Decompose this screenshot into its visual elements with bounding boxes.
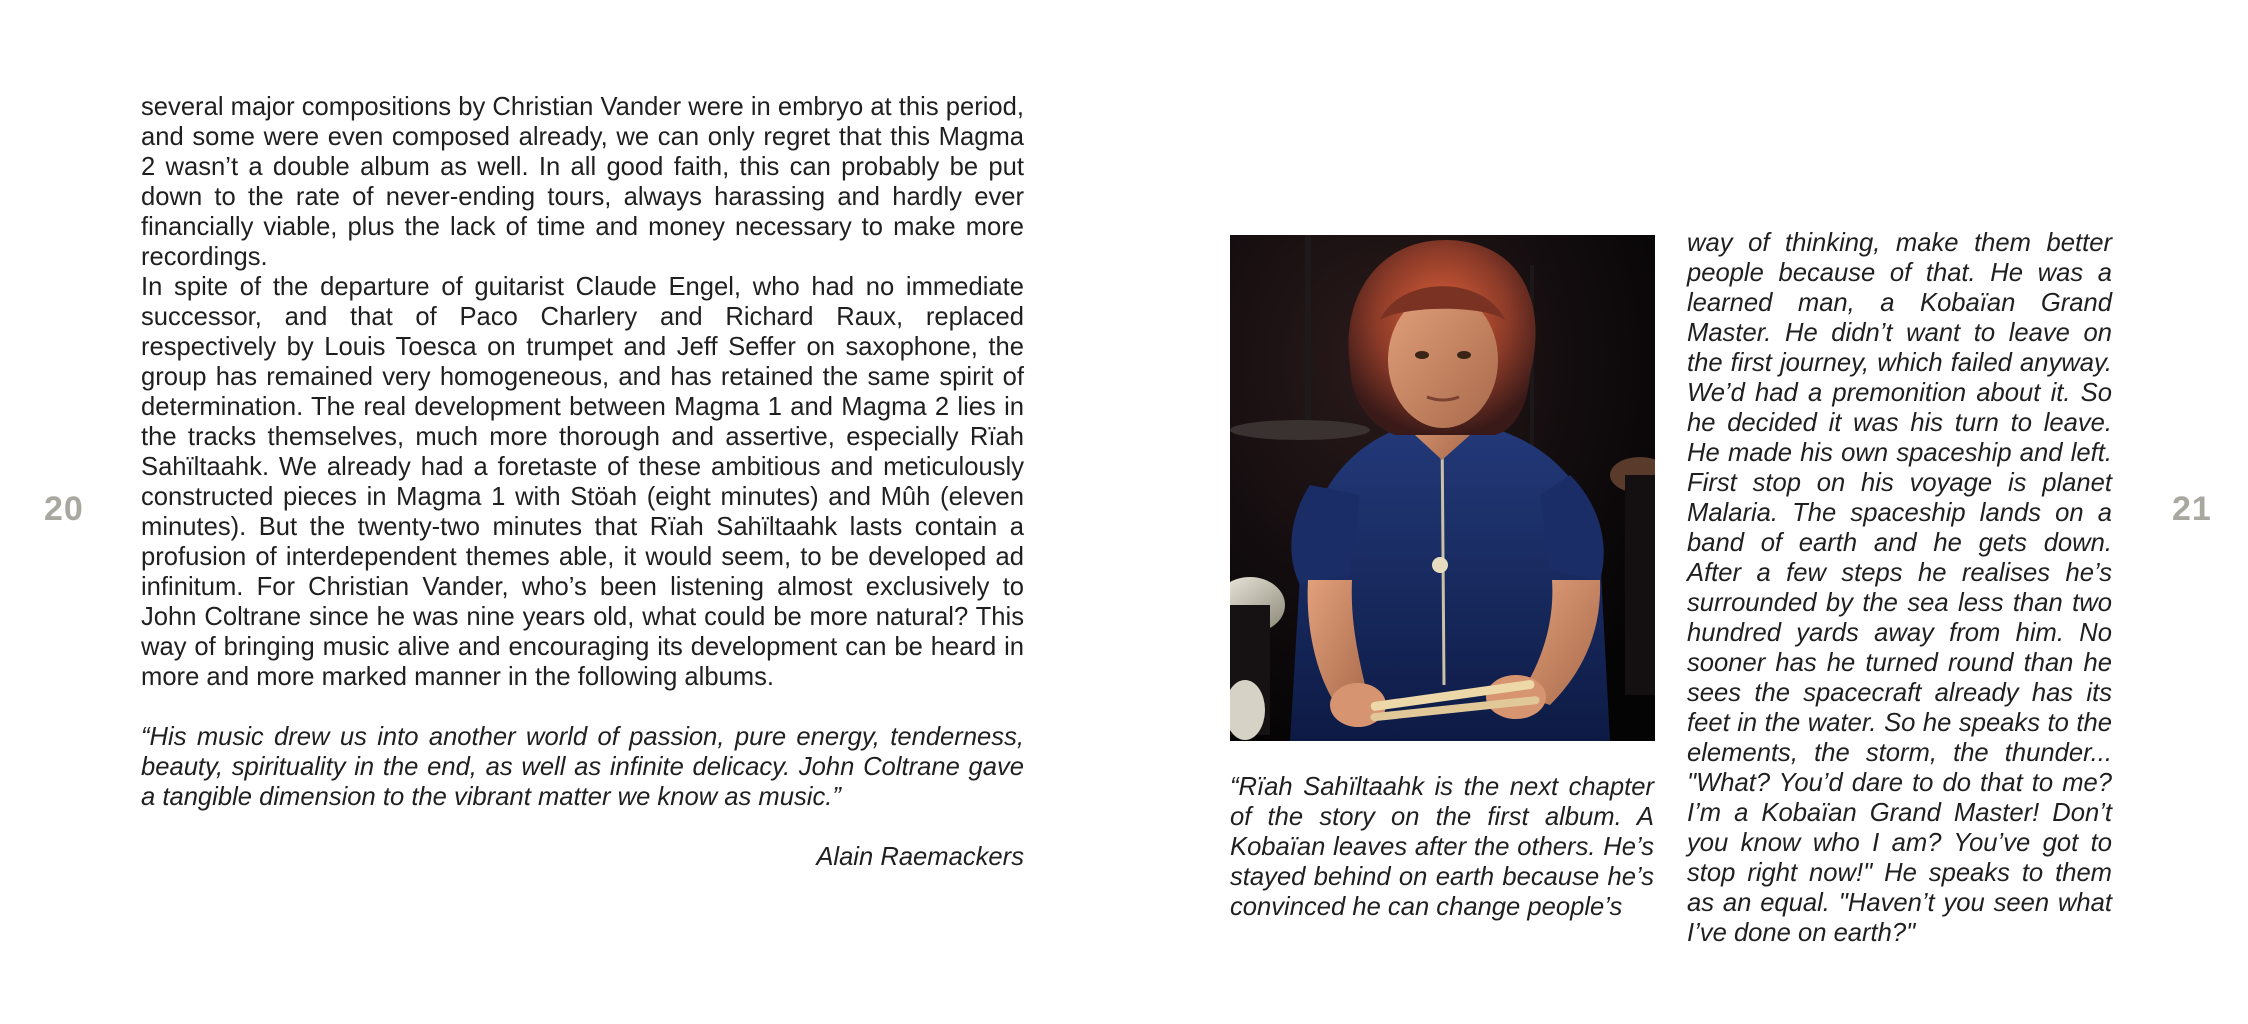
page-number-left: 20	[44, 490, 84, 528]
left-column-text	[141, 92, 1024, 872]
quote-attribution: Alain Raemackers	[816, 843, 1024, 871]
caption-text: “Rïah Sahïltaahk is the next chapter of the story on the first album. A Kobaïan leaves after the others. He’s stayed behind on earth because he’s convinced he can change people’s	[1230, 773, 1654, 921]
page-number-right: 21	[2172, 490, 2212, 528]
right-column-text	[1687, 228, 2112, 948]
body-paragraph-1: several major compositions by Christian Vander were in embryo at this period, and some were even composed already, we can only regret that this Magma 2 wasn’t a double album as well. In all good faith, this can probably be put down to the rate of never-ending tours, always harassing and hardly ever financially viable, plus the lack of time and money necessary to make more recordings.	[141, 93, 1024, 271]
photo-caption	[1230, 772, 1654, 922]
body-paragraph-2: In spite of the departure of guitarist Claude Engel, who had no immediate successor, and that of Paco Charlery and Richard Raux, replaced respectively by Louis Toesca on trumpet and Jeff Seffer on saxophone, the group has remained very homogeneous, and has retained the same spirit of determination. The real development between Magma 1 and Magma 2 lies in the tracks themselves, much more thorough and assertive, especially Rïah Sahïltaahk. We already had a foretaste of these ambitious and meticulously constructed pieces in Magma 1 with Stöah (eight minutes) and Mûh (eleven minutes). But the twenty-two minutes that Rïah Sahïltaahk lasts contain a profusion of interdependent themes able, it would seem, to be developed ad infinitum. For Christian Vander, who’s been listening almost exclusively to John Coltrane since he was nine years old, what could be more natural? This way of bringing music alive and encouraging its development can be heard in more and more marked manner in the following albums.	[141, 273, 1024, 691]
right-column-paragraph: way of thinking, make them better people because of that. He was a learned man, a Kobaïan Grand Master. He didn’t want to leave on the first journey, which failed anyway. We’d had a premonition about it. So he decided it was his turn to leave. He made his own spaceship and left. First stop on his voyage is planet Malaria. The spaceship lands on a band of earth and he gets down. After a few steps he realises he’s surrounded by the sea less than two hundred yards away from him. No sooner has he turned round than he sees the spacecraft already has its feet in the water. So he speaks to the elements, the storm, the thunder... "What? You’d dare to do that to me? I’m a Kobaïan Grand Master! Don’t you know who I am? You’ve got to stop right now!" He speaks to them as an equal. "Haven’t you seen what I’ve done on earth?"	[1687, 229, 2112, 947]
drummer-photo	[1230, 235, 1655, 741]
pull-quote: “His music drew us into another world of passion, pure energy, tenderness, beauty, spirituality in the end, as well as infinite delicacy. John Coltrane gave a tangible dimension to the vibrant matter we know as music.”	[141, 723, 1024, 811]
